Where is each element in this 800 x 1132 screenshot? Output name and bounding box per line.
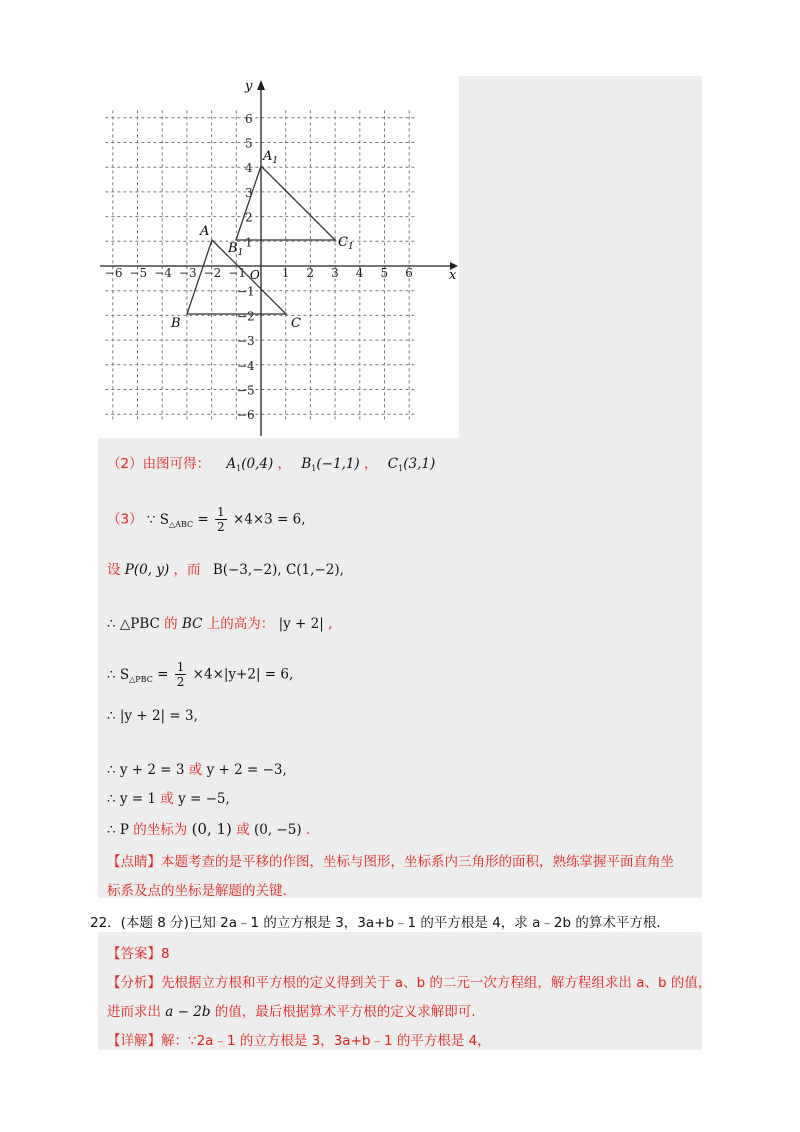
y-tick-label: 5 [245, 136, 253, 151]
x-tick-label: −4 [154, 266, 172, 280]
set-word: 设 [107, 562, 121, 578]
question-text: 22．(本题 8 分)已知 2a﹣1 的立方根是 3，3a+b﹣1 的平方根是 4，求 a﹣2b 的算术平方根. [90, 915, 661, 931]
x-tick-label: −3 [178, 266, 197, 280]
axes [100, 80, 458, 436]
part3-label: （3） [107, 511, 143, 528]
x-tick-label: 5 [380, 266, 389, 280]
equals-sign: = [197, 511, 209, 528]
coord-2: (0, −5) [253, 822, 302, 838]
x-tick-label: −5 [129, 266, 148, 280]
expression-a-2b: a − 2b [165, 1004, 211, 1020]
points-bc: B(−3,−2), C(1,−2), [212, 562, 344, 578]
analysis-line-1 [107, 971, 711, 991]
analysis-text: 的值，最后根据算术平方根的定义求解即可. [214, 1004, 476, 1020]
fraction-half: $\frac{1}{2}$ [217, 505, 225, 534]
question-22 [90, 911, 661, 931]
or-word: 或 [160, 791, 174, 807]
period: . [305, 822, 311, 838]
x-tick-label: 2 [306, 266, 315, 280]
x-tick-label: 6 [405, 266, 413, 280]
tick-labels [105, 112, 413, 422]
x-tick-label: −6 [104, 266, 123, 280]
y-axis-label: y [245, 79, 253, 94]
x-tick-label: 3 [331, 266, 339, 280]
y-tick-label: −1 [237, 284, 255, 299]
case-2: y + 2 = −3, [206, 762, 287, 778]
comment-text: 【点睛】本题考查的是平移的作图，坐标与图形，坐标系内三角形的面积，熟练掌握平面直角坐 [107, 854, 674, 870]
coord-1: (0, 1) [191, 820, 232, 838]
y-tick-label: 3 [245, 185, 253, 200]
area-expression: ×4×3 = 6, [232, 511, 306, 528]
y-tick-label: −6 [237, 408, 255, 423]
area-symbol: ∴ $S_{\triangle PBC}$ [107, 666, 153, 684]
y-tick-label: 4 [245, 161, 253, 176]
coordinate-graph [98, 76, 458, 436]
height-word: 上的高为： [206, 616, 275, 632]
y-tick-label: 6 [245, 111, 253, 126]
solution-1: ∴ y = 1 [107, 791, 156, 807]
answer-line [107, 942, 170, 962]
equals-sign: = [157, 666, 169, 683]
triangle-pbc: ∴ △PBC [107, 616, 160, 632]
solution-2: y = −5, [178, 791, 230, 807]
height-expr: |y + 2| [278, 616, 324, 632]
b1-coord: $B_1(-1,1)$ [301, 456, 360, 473]
separator: ， [277, 456, 292, 472]
fraction-half: $\frac{1}{2}$ [176, 660, 185, 689]
analysis-text: 进而求出 [107, 1004, 161, 1020]
or-line-2 [107, 787, 230, 807]
x-tick-label: 1 [281, 266, 290, 280]
point-p: P(0, y) [124, 562, 170, 578]
point-label-c: C [291, 316, 301, 331]
y-tick-label: −3 [237, 334, 255, 349]
answer-text: 【答案】8 [107, 946, 170, 962]
area-equation: ×4×|y+2| = 6, [192, 666, 294, 683]
set-p-line [107, 558, 344, 578]
analysis-text: 【分析】先根据立方根和平方根的定义得到关于 a、b 的二元一次方程组，解方程组求出 a、b 的值， [107, 975, 712, 991]
a1-coord: $A_1(0,4)$ [226, 456, 274, 473]
point-label-c1: $C_1$ [338, 235, 354, 252]
side-bc: BC [181, 616, 203, 632]
y-tick-label: −2 [237, 309, 255, 324]
y-tick-label: 1 [245, 235, 253, 250]
part2-label: （2）由图可得： [107, 456, 211, 472]
because-area: ∵ $S_{\triangle ABC}$ [146, 511, 194, 529]
y-tick-label: 2 [245, 210, 253, 225]
or-word: 或 [236, 822, 250, 838]
abs-line [107, 708, 198, 724]
point-label-b: B [171, 316, 181, 331]
x-axis-label: x [449, 268, 457, 283]
of-word: 的 [164, 616, 178, 632]
analysis-line-2 [107, 1000, 476, 1020]
c1-coord: $C_1(3,1)$ [387, 456, 436, 473]
abs-equation: ∴ |y + 2| = 3, [107, 708, 198, 724]
coord-line [107, 818, 310, 838]
comma: , [328, 616, 333, 632]
y-tick-label: −5 [237, 383, 255, 398]
x-tick-label: 4 [355, 266, 364, 280]
solution-shading-graph [459, 76, 702, 442]
part2-line [107, 452, 435, 473]
case-1: ∴ y + 2 = 3 [107, 762, 185, 778]
point-label-a1: $A_1$ [263, 149, 279, 166]
detail-line [107, 1029, 491, 1049]
point-label-a: A [200, 224, 210, 239]
coord-word: 的坐标为 [133, 822, 188, 838]
point-label-b1: $B_1$ [228, 241, 244, 258]
comment-line-2 [107, 879, 287, 899]
comment-line-1 [107, 850, 674, 870]
detail-text: 【详解】解：∵2a﹣1 的立方根是 3，3a+b﹣1 的平方根是 4， [107, 1033, 491, 1049]
separator: ， [363, 456, 378, 472]
y-tick-label: −4 [237, 358, 255, 373]
x-tick-label: −2 [203, 266, 222, 280]
therefore-p: ∴ P [107, 822, 129, 838]
height-line [107, 612, 332, 632]
origin-label: O [250, 268, 260, 282]
part3-line [107, 505, 306, 534]
comment-text: 标系及点的坐标是解题的关键. [107, 883, 287, 899]
x-tick-label: −1 [228, 266, 247, 280]
area-line [107, 660, 293, 689]
or-line-1 [107, 758, 287, 778]
y-axis-arrow-icon [257, 80, 265, 90]
or-word: 或 [188, 762, 203, 778]
and-word: ，而 [173, 562, 201, 578]
